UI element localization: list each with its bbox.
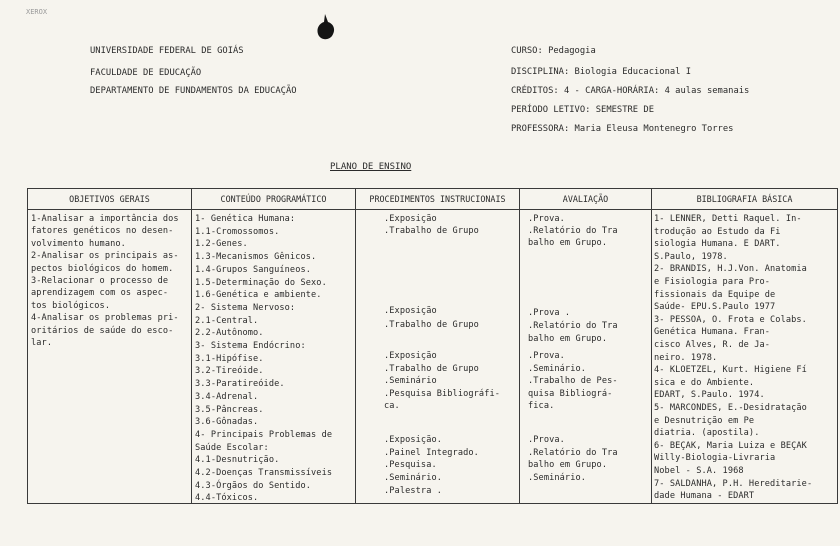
plan-title: PLANO DE ENSINO: [330, 162, 412, 172]
evaluation-line: balho em Grupo.: [528, 238, 608, 248]
evaluation-line: quisa Bibliográ-: [528, 389, 613, 399]
procedures-cell: [356, 210, 519, 503]
content-line: 4.4-Tóxicos.: [195, 493, 259, 504]
objective-line: oritários de saúde do esco-: [31, 325, 174, 336]
bibliography-line: sica e do Ambiente.: [654, 377, 755, 388]
bibliography-line: 2- BRANDIS, H.J.Von. Anatomia: [654, 264, 807, 275]
content-line: 3.5-Pâncreas.: [195, 404, 264, 415]
evaluation-line: .Relatório do Tra: [528, 448, 618, 458]
procedure-line: .Seminário.: [384, 473, 443, 483]
procedure-line: .Palestra .: [384, 486, 443, 496]
objective-line: fatores genéticos no desen-: [31, 226, 174, 237]
procedure-line: .Exposição.: [384, 435, 443, 445]
procedure-line: .Trabalho de Grupo: [384, 364, 479, 374]
objectives-cell: [28, 210, 191, 503]
evaluation-line: .Relatório do Tra: [528, 321, 618, 331]
content-line: 2.2-Autônomo.: [195, 328, 264, 339]
content-line: 1.1-Cromossomos.: [195, 226, 280, 237]
bibliography-line: 5- MARCONDES, E.-Desidratação: [654, 403, 807, 413]
procedure-line: .Pesquisa.: [384, 460, 437, 470]
bibliography-line: Saúde- EPU.S.Paulo 1977: [654, 302, 776, 313]
table-body-row: [28, 210, 838, 504]
procedure-line: .Trabalho de Grupo: [384, 226, 479, 236]
objective-line: 2-Analisar os principais as-: [31, 251, 179, 262]
objective-line: 3-Relacionar o processo de: [31, 276, 169, 286]
procedure-line: .Pesquisa Bibliográfi-: [384, 389, 501, 399]
content-line: 1.3-Mecanismos Gênicos.: [195, 252, 317, 263]
content-line: 3.4-Adrenal.: [195, 391, 259, 402]
procedure-line: .Exposição: [384, 351, 437, 361]
evaluation-cell: [520, 210, 651, 503]
column-header: AVALIAÇÃO: [520, 189, 652, 210]
ink-blot: [316, 14, 336, 40]
content-line: 4.2-Doenças Transmissíveis: [195, 468, 333, 478]
objective-line: pectos biológicos do homem.: [31, 263, 174, 274]
evaluation-line: fica.: [528, 401, 555, 411]
university-name: UNIVERSIDADE FEDERAL DE GOIÁS: [90, 46, 244, 56]
content-line: 2.1-Central.: [195, 315, 259, 326]
procedure-line: ca.: [384, 401, 400, 411]
teacher-line: PROFESSORA: Maria Eleusa Montenegro Torres: [511, 124, 734, 134]
bibliography-line: 4- KLOETZEL, Kurt. Higiene Fí: [654, 365, 807, 376]
objective-line: volvimento humano.: [31, 238, 126, 249]
bibliography-line: cisco Alves, R. de Ja-: [654, 340, 771, 350]
content-line: 1.5-Determinação do Sexo.: [195, 277, 327, 288]
procedure-line: .Exposição: [384, 214, 437, 224]
content-line: 4- Principais Problemas de: [195, 429, 333, 440]
procedure-line: .Painel Integrado.: [384, 448, 479, 458]
evaluation-line: .Prova.: [528, 351, 565, 361]
bibliography-line: 7- SALDANHA, P.H. Hereditarie-: [654, 478, 813, 489]
bibliography-line: neiro. 1978.: [654, 352, 718, 363]
content-line: 4.1-Desnutrição.: [195, 455, 280, 466]
bibliography-line: EDART, S.Paulo. 1974.: [654, 390, 765, 401]
bibliography-line: S.Paulo, 1978.: [654, 251, 728, 262]
bibliography-line: trodução ao Estudo da Fi: [654, 226, 781, 237]
teaching-plan-table: [27, 188, 838, 504]
course-line: CURSO: Pedagogia: [511, 46, 596, 56]
column-header: PROCEDIMENTOS INSTRUCIONAIS: [356, 189, 520, 210]
objective-line: lar.: [31, 338, 53, 348]
content-line: 3.2-Tireóide.: [195, 366, 264, 377]
content-line: 3.3-Paratireóide.: [195, 379, 285, 390]
objective-line: tos biológicos.: [31, 300, 111, 311]
bibliography-line: Nobel - S.A. 1968: [654, 466, 744, 476]
content-cell: [192, 210, 355, 503]
evaluation-line: balho em Grupo.: [528, 334, 608, 344]
content-line: 1- Genética Humana:: [195, 214, 296, 224]
department-name: DEPARTAMENTO DE FUNDAMENTOS DA EDUCAÇÃO: [90, 86, 297, 96]
evaluation-line: .Seminário.: [528, 473, 587, 483]
bibliography-line: e Desnutrição em Pe: [654, 415, 755, 426]
table-header-row: [28, 189, 838, 210]
content-line: 4.3-Órgãos do Sentido.: [195, 480, 312, 491]
evaluation-line: .Prova.: [528, 435, 565, 445]
evaluation-line: .Prova .: [528, 308, 571, 318]
column-header: OBJETIVOS GERAIS: [28, 189, 192, 210]
faculty-name: FACULDADE DE EDUCAÇÃO: [90, 68, 202, 78]
bibliography-line: fissionais da Equipe de: [654, 289, 776, 300]
content-line: 3- Sistema Endócrino:: [195, 341, 306, 351]
content-line: 1.4-Grupos Sanguíneos.: [195, 264, 312, 275]
bibliography-line: diatria. (apostila).: [654, 428, 760, 439]
xerox-stamp: XEROX: [26, 8, 48, 16]
content-line: 1.2-Genes.: [195, 239, 248, 250]
bibliography-line: Willy-Biologia-Livraria: [654, 453, 776, 464]
objective-line: 4-Analisar os problemas pri-: [31, 313, 179, 324]
bibliography-line: e Fisiologia para Pro-: [654, 277, 771, 287]
content-line: 1.6-Genética e ambiente.: [195, 290, 322, 301]
procedure-line: .Seminário: [384, 376, 437, 386]
evaluation-line: balho em Grupo.: [528, 460, 608, 470]
bibliography-line: 3- PESSOA, O. Frota e Colabs.: [654, 314, 807, 325]
objective-line: 1-Analisar a importância dos: [31, 214, 179, 224]
evaluation-line: .Seminário.: [528, 364, 587, 374]
procedure-line: .Trabalho de Grupo: [384, 320, 479, 330]
bibliography-cell: [652, 210, 837, 503]
evaluation-line: .Prova.: [528, 214, 565, 224]
discipline-line: DISCIPLINA: Biologia Educacional I: [511, 67, 692, 77]
column-header: BIBLIOGRAFIA BÁSICA: [652, 189, 838, 210]
bibliography-line: 6- BEÇAK, Maria Luiza e BEÇAK: [654, 440, 807, 451]
bibliography-line: dade Humana - EDART: [654, 491, 755, 502]
content-line: 3.6-Gônadas.: [195, 417, 259, 428]
content-line: 3.1-Hipófise.: [195, 353, 264, 364]
period-line: PERÍODO LETIVO: SEMESTRE DE: [511, 105, 654, 115]
bibliography-line: 1- LENNER, Detti Raquel. In-: [654, 214, 802, 224]
procedure-line: .Exposição: [384, 306, 437, 316]
evaluation-line: .Relatório do Tra: [528, 226, 618, 236]
evaluation-line: .Trabalho de Pes-: [528, 376, 618, 386]
content-line: Saúde Escolar:: [195, 442, 269, 453]
bibliography-line: siologia Humana. E DART.: [654, 239, 781, 250]
column-header: CONTEÚDO PROGRAMÁTICO: [192, 189, 356, 210]
bibliography-line: Genética Humana. Fran-: [654, 327, 771, 338]
objective-line: aprendizagem com os aspec-: [31, 288, 169, 299]
credits-line: CRÉDITOS: 4 - CARGA-HORÁRIA: 4 aulas semanais: [511, 86, 750, 96]
content-line: 2- Sistema Nervoso:: [195, 302, 296, 313]
